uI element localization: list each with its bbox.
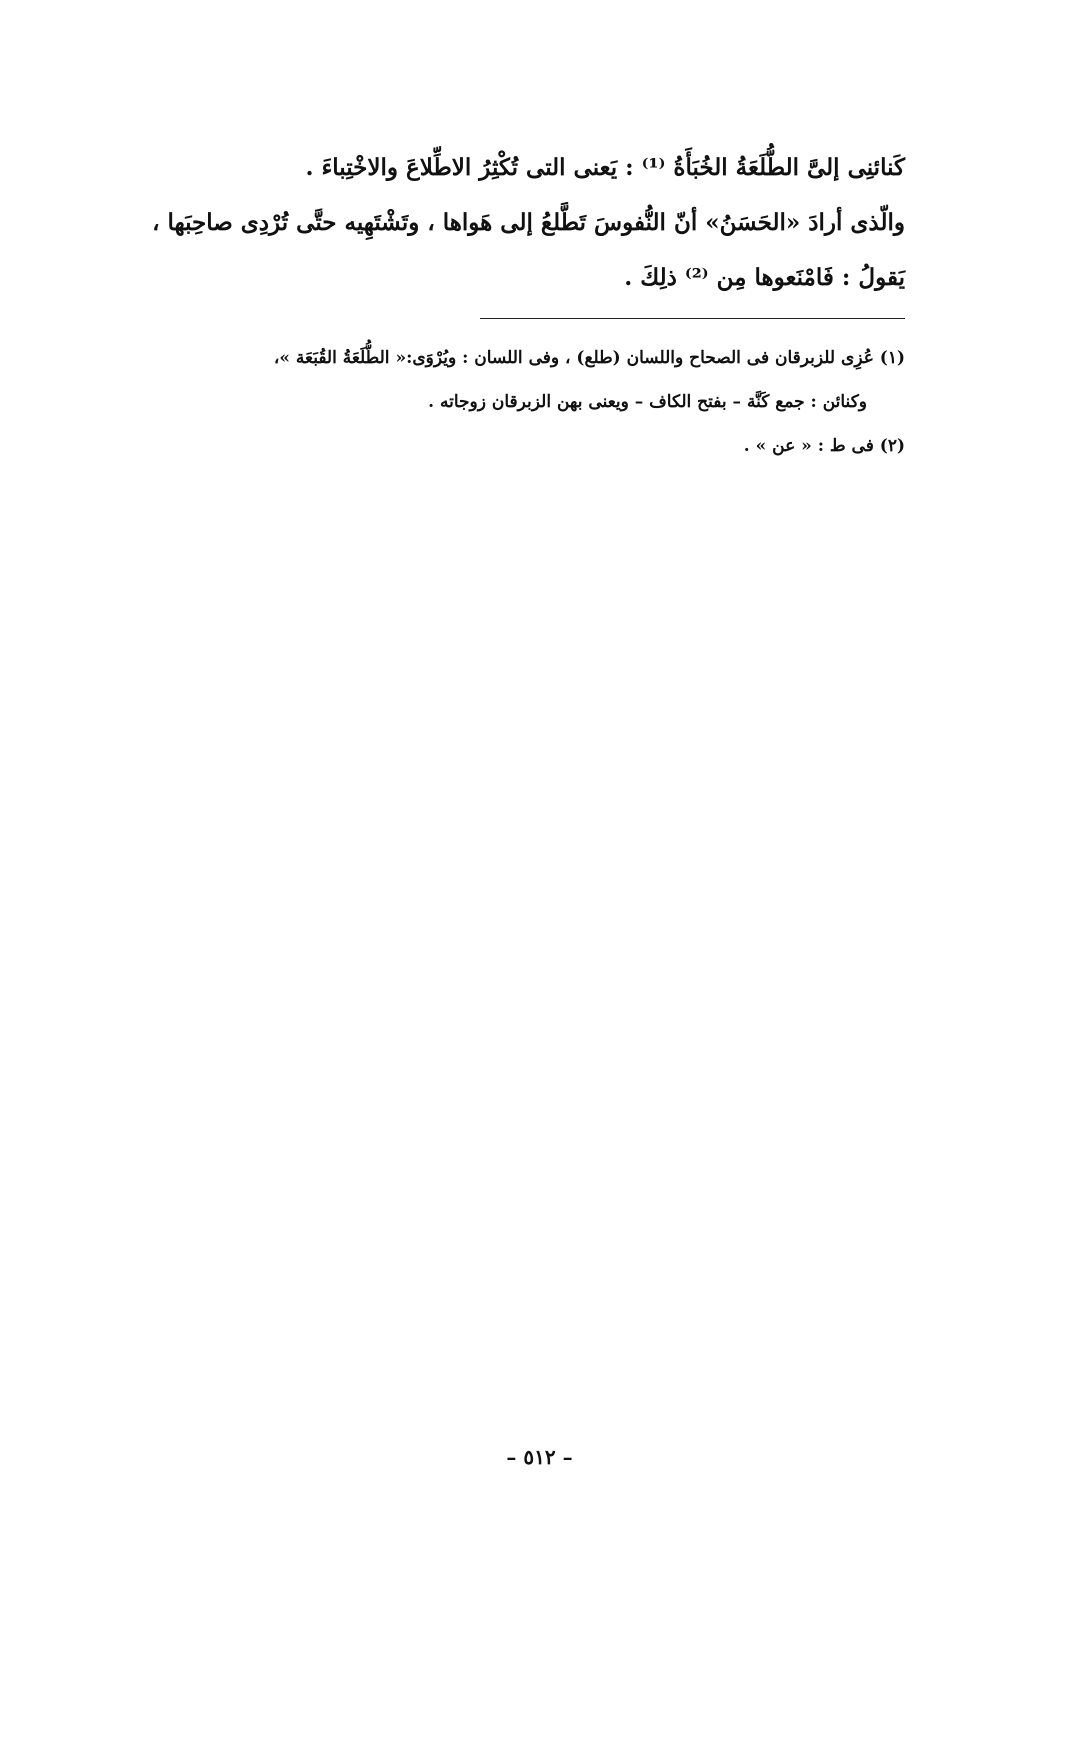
main-text-line: كَنائنِى إلىَّ الطُّلَعَةُ الخُبَأَةُ ⁽¹⁾ : يَعنى التى تُكْثِرُ الاطِّلاعَ والاخْتِباءَ . [305, 154, 905, 181]
page-number: – ٥١٢ – [506, 1445, 573, 1469]
footnote-1-continuation: وكنائن : جمع كَنَّة – بفتح الكاف – ويعنى بهن الزبرقان زوجاته . [428, 392, 867, 412]
main-text-line: يَقولُ : فَامْنَعوها مِن ⁽²⁾ ذلِكَ . [624, 264, 905, 291]
main-text-line: والّذى أرادَ «الحَسَنُ» أنّ النُّفوسَ تَطَّلعُ إلى هَواها ، وتَشْتَهِيه حتَّى تُرْدِى صاحِبَها ، [152, 209, 905, 236]
footnote-2: (٢) فى ط : « عن » . [743, 436, 905, 456]
footnote-1: (١) عُزِى للزبرقان فى الصحاح واللسان (طلع) ، وفى اللسان : ويُرْوَى:« الطُّلَعَةُ القُبَعَة »، [273, 348, 905, 368]
footnotes-block [110, 336, 905, 468]
footnote-separator [480, 318, 905, 319]
main-text-block [110, 140, 905, 305]
